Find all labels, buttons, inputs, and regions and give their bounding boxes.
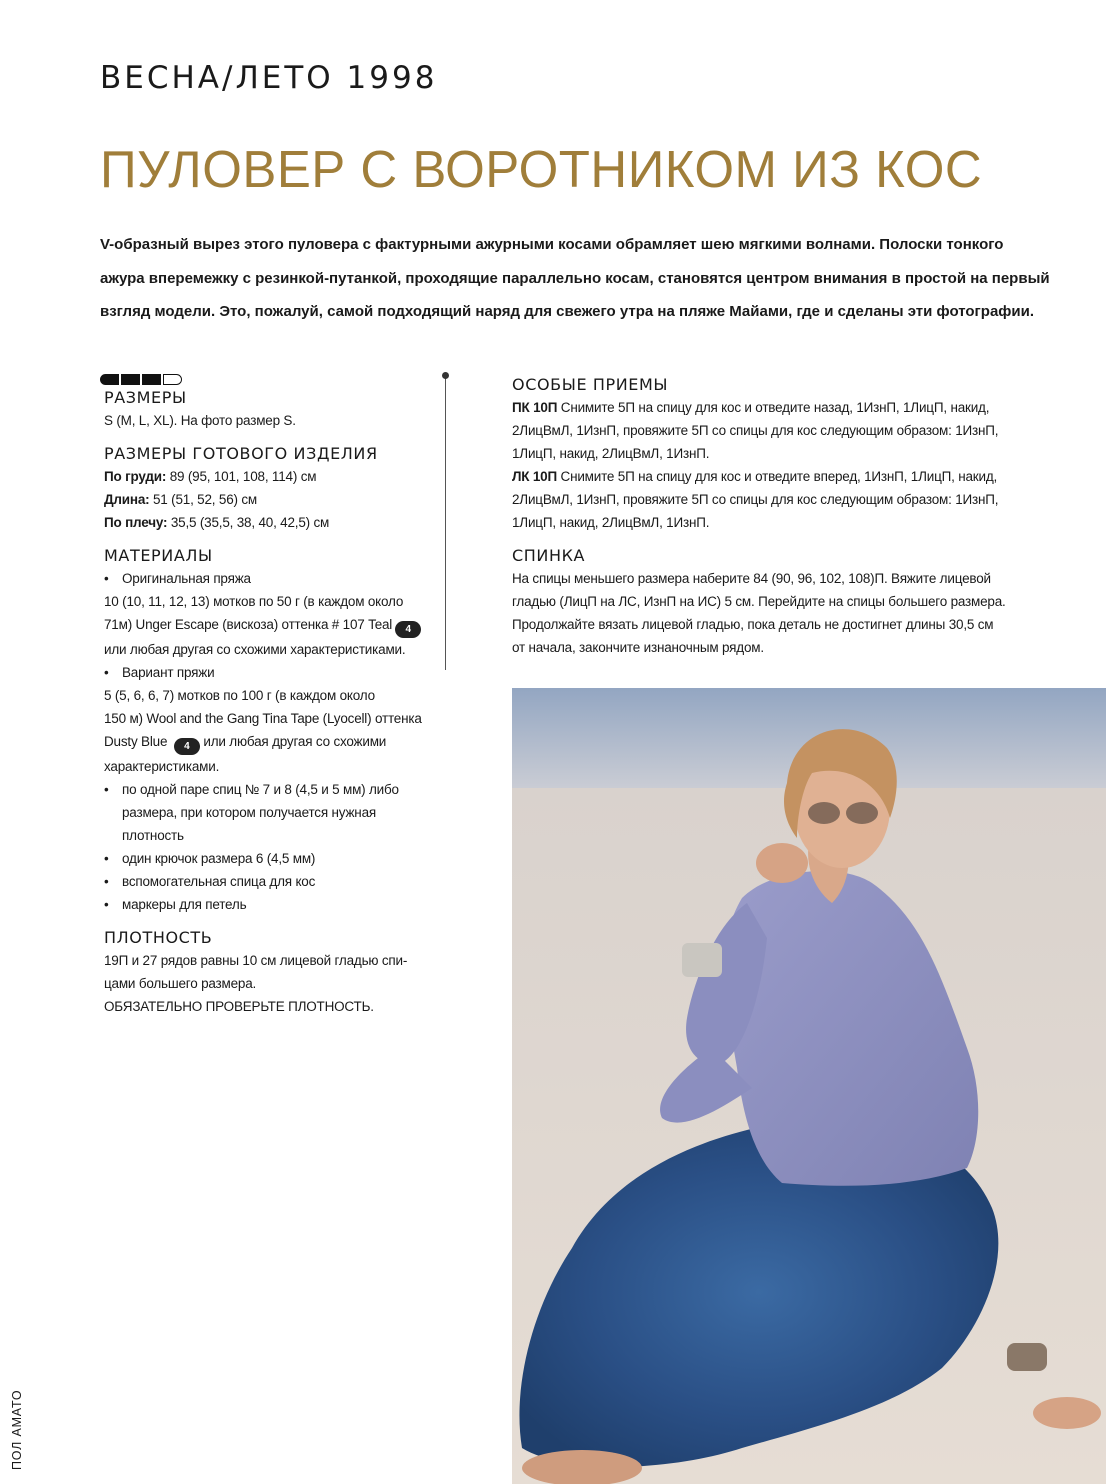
intro-line: взгляд модели. Это, пожалуй, самой подходящий наряд для свежего утра на пляже Майами, где и сделаны эти фотографии.	[100, 303, 1035, 320]
list-item: • маркеры для петель	[104, 893, 434, 916]
intro-line: ажура вперемежку с резинкой-путанкой, проходящие параллельно косам, становятся центром внимания в простой на первый	[100, 269, 1050, 287]
glasses-left	[808, 802, 840, 824]
back-text: На спицы меньшего размера наберите 84 (90, 96, 102, 108)П. Вяжите лицевой гладью (ЛицП на ЛС, ИзнП на ИС) 5 см. Перейдите на спицы большего размера. Продолжайте вязать лицевой гладью, пока деталь не достигнет длины 30,5 см от начала, закончите изнаночным рядом.	[512, 571, 1006, 655]
yarn1-line: 10 (10, 11, 12, 13) мотков по 50 г (в каждом около	[104, 594, 404, 609]
difficulty-segment-empty	[163, 374, 182, 385]
model-photo	[512, 688, 1106, 1484]
list-item-cont: размера, при котором получается нужная	[122, 805, 376, 820]
left-cable-label: ЛК 10П	[512, 469, 557, 484]
hand	[756, 843, 808, 883]
measurement-row: По груди: 89 (95, 101, 108, 114) см	[104, 469, 317, 484]
special-techniques-heading: ОСОБЫЕ ПРИЕМЫ	[512, 375, 669, 394]
yarn1-line: или любая другая со схожими характеристиками.	[104, 642, 406, 657]
difficulty-segment-filled	[142, 374, 161, 385]
right-cable-label: ПК 10П	[512, 400, 558, 415]
hand	[1033, 1397, 1101, 1429]
list-item: • вспомогательная спица для кос	[104, 870, 434, 893]
special-techniques-text: ПК 10П Снимите 5П на спицу для кос и отведите назад, 1ИзнП, 1ЛицП, накид, 2ЛицВмЛ, 1ИзнП, провяжите 5П со спицы для кос следующим образом: 1ИзнП, 1ЛицП, накид, 2ЛицВмЛ, 1ИзнП. ЛК 10П Снимите 5П на спицу для кос и отведите вперед, 1ИзнП, 1ЛицП, накид, 2ЛицВмЛ, 1ИзнП, провяжите 5П со спицы для кос следующим образом: 1ИзнП, 1ЛицП, накид, 2ЛицВмЛ, 1ИзнП.	[512, 400, 999, 530]
list-item: • Оригинальная пряжа	[104, 567, 434, 590]
divider-dot	[442, 372, 449, 379]
finished-measurements-heading: РАЗМЕРЫ ГОТОВОГО ИЗДЕЛИЯ	[104, 444, 378, 463]
yarn2-line: 150 м) Wool and the Gang Tina Tape (Lyocell) оттенка	[104, 711, 422, 726]
sizes-heading: РАЗМЕРЫ	[104, 388, 187, 407]
bracelet	[1007, 1343, 1047, 1371]
column-divider	[445, 374, 446, 670]
photo-credit: ПОЛ АМАТО	[10, 1389, 24, 1470]
materials-list	[104, 567, 434, 916]
gauge-text: 19П и 27 рядов равны 10 см лицевой гладью спи- цами большего размера. ОБЯЗАТЕЛЬНО ПРОВЕРЬТЕ ПЛОТНОСТЬ.	[104, 953, 408, 1014]
difficulty-indicator	[100, 374, 434, 385]
list-item-cont: плотность	[122, 828, 184, 843]
page-title: ПУЛОВЕР С ВОРОТНИКОМ ИЗ КОС	[100, 141, 983, 199]
yarn2-line: 5 (5, 6, 6, 7) мотков по 100 г (в каждом около	[104, 688, 375, 703]
season-label: ВЕСНА/ЛЕТО 1998	[100, 60, 438, 96]
left-column	[104, 374, 434, 1018]
yarn1-line: 71м) Unger Escape (вискоза) оттенка # 107 Teal 4	[104, 613, 434, 638]
gauge-heading: ПЛОТНОСТЬ	[104, 928, 213, 947]
difficulty-segment-filled	[100, 374, 119, 385]
right-column	[512, 374, 1012, 659]
materials-heading: МАТЕРИАЛЫ	[104, 546, 213, 565]
measurement-row: Длина: 51 (51, 52, 56) см	[104, 492, 257, 507]
list-item: • один крючок размера 6 (4,5 мм)	[104, 847, 434, 870]
glasses-right	[846, 802, 878, 824]
intro-paragraph	[100, 228, 1050, 329]
photo-illustration	[512, 688, 1106, 1484]
finished-measurements	[104, 465, 434, 534]
difficulty-segment-filled	[121, 374, 140, 385]
measurement-row: По плечу: 35,5 (35,5, 38, 40, 42,5) см	[104, 515, 330, 530]
bracelet	[682, 943, 722, 977]
list-item: • по одной паре спиц № 7 и 8 (4,5 и 5 мм) либо	[104, 778, 434, 801]
yarn2-line: Dusty Blue 4 или любая другая со схожими	[104, 730, 434, 755]
yarn2-line: характеристиками.	[104, 759, 220, 774]
intro-line: V-образный вырез этого пуловера с фактурными ажурными косами обрамляет шею мягкими волнами. Полоски тонкого	[100, 236, 1004, 253]
list-item: • Вариант пряжи	[104, 661, 434, 684]
sizes-text: S (M, L, XL). На фото размер S.	[104, 413, 296, 428]
yarn-weight-icon: 4	[174, 738, 200, 755]
back-heading: СПИНКА	[512, 546, 586, 565]
yarn-weight-icon: 4	[395, 621, 421, 638]
